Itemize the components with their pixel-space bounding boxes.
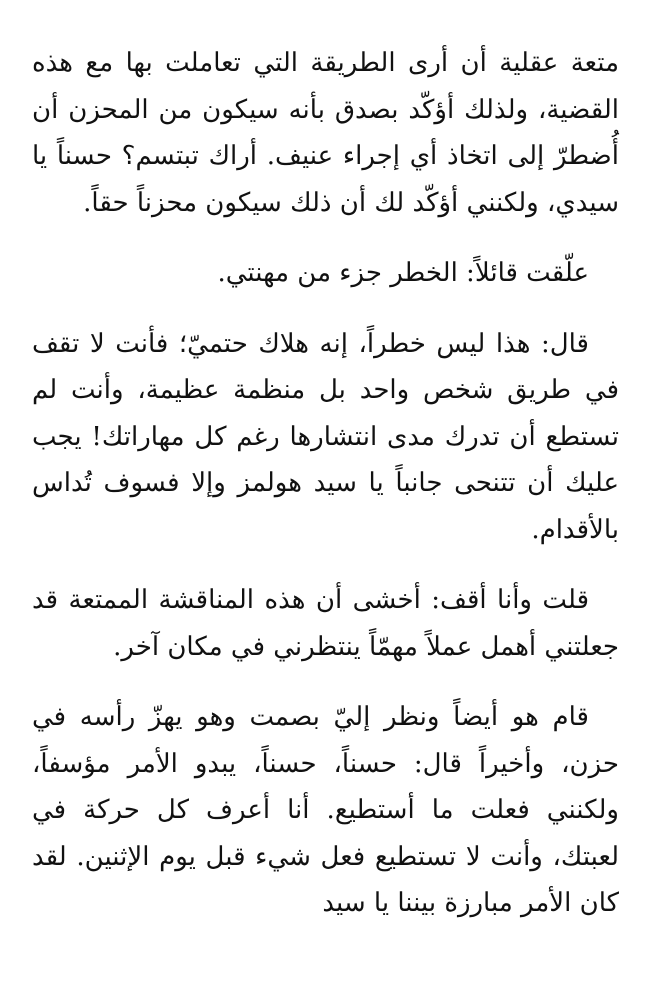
paragraph-3: قال: هذا ليس خطراً، إنه هلاك حتميّ؛ فأنت لا تقف في طريق شخص واحد بل منظمة عظيمة، وأنت لم تستطع أن تدرك مدى انتشارها رغم كل مهاراتك! يجب عليك أن تتنحى جانباً يا سيد هولمز وإلا فسوف تُداس بالأقدام. (32, 328, 619, 545)
paragraph-2: علّقت قائلاً: الخطر جزء من مهنتي. (217, 258, 589, 288)
paragraph-1: متعة عقلية أن أرى الطريقة التي تعاملت بها مع هذه القضية، ولذلك أؤكّد بصدق بأنه سيكون من المحزن أن أُضطرّ إلى اتخاذ أي إجراء عنيف. أراك تبتسم؟ حسناً يا سيدي، ولكنني أؤكّد لك أن ذلك سيكون محزناً حقاً. (32, 48, 619, 218)
paragraph-5: قام هو أيضاً ونظر إليّ بصمت وهو يهزّ رأسه في حزن، وأخيراً قال: حسناً، حسناً، يبدو الأمر مؤسفاً، ولكنني فعلت ما أستطيع. أنا أعرف كل حركة في لعبتك، وأنت لا تستطيع فعل شيء قبل يوم الإثنين. لقد كان الأمر مبارزة بيننا يا سيد (32, 702, 619, 918)
paragraph-4: قلت وأنا أقف: أخشى أن هذه المناقشة الممتعة قد جعلتني أهمل عملاً مهمّاً ينتظرني في مكان آخر. (32, 585, 619, 662)
